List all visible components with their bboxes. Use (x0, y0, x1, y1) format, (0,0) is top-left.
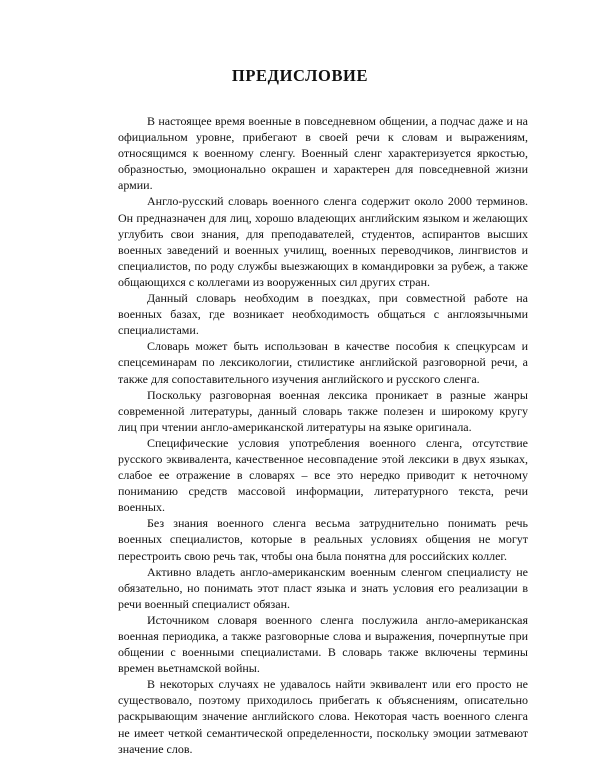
paragraph-8: Активно владеть англо-американским военным сленгом специалисту не обязательно, но понимать этот пласт языка и знать условия его реализации в речи военный специалист обязан. (118, 564, 528, 611)
paragraph-6: Специфические условия употребления военного сленга, отсутствие русского эквивалента, качественное несовпадение этой лексики в двух языках, слабое ее отражение в словарях – все это нередко приводит к неточному пониманию средств массовой информации, литературного текста, речи военных. (118, 435, 528, 515)
preface-text (118, 113, 528, 757)
paragraph-10: В некоторых случаях не удавалось найти эквивалент или его просто не существовало, поэтому приходилось прибегать к объяснениям, описательно раскрывающим значение английского слова. Некоторая часть военного сленга не имеет четкой семантической определенности, поскольку эмоции затмевают значение слов. (118, 677, 528, 756)
page-title: ПРЕДИСЛОВИЕ (231, 66, 369, 85)
paragraph-1: В настоящее время военные в повседневном общении, а подчас даже и на официальном уровне, прибегают в своей речи к словам и выражениям, относящимся к военному сленгу. Военный сленг характеризуется яркостью, образностью, эмоционально окрашен и характерен для повседневной жизни армии. (118, 114, 528, 193)
paragraph-9: Источником словаря военного сленга послужила англо-американская военная периодика, а также разговорные слова и выражения, почерпнутые при общении с военными специалистами. В словарь также включены термины времен вьетнамской войны. (118, 612, 528, 676)
paragraph-3: Данный словарь необходим в поездках, при совместной работе на военных базах, где возникает необходимость общаться с англоязычными специалистами. (118, 291, 528, 338)
paragraph-7: Без знания военного сленга весьма затруднительно понимать речь военных специалистов, которые в реальных условиях общения не могут перестроить свою речь так, чтобы она была понятна для российских коллег. (118, 516, 528, 563)
paragraph-4: Словарь может быть использован в качестве пособия к спецкурсам и спецсеминарам по лексикологии, стилистике английской разговорной речи, а также для сопоставительного изучения английского и русского сленга. (118, 339, 528, 386)
paragraph-5: Поскольку разговорная военная лексика проникает в разные жанры современной литературы, данный словарь также полезен и широкому кругу лиц при чтении англо-американской литературы на языке оригинала. (118, 387, 528, 434)
paragraph-2: Англо-русский словарь военного сленга содержит около 2000 терминов. Он предназначен для лиц, хорошо владеющих английским языком и желающих углубить свои знания, для преподавателей, студентов, аспирантов высших военных заведений и военных училищ, военных переводчиков, лингвистов и специалистов, по роду службы выезжающих в командировки за рубеж, а также общающихся с коллегами из вооруженных сил других стран. (118, 194, 528, 289)
